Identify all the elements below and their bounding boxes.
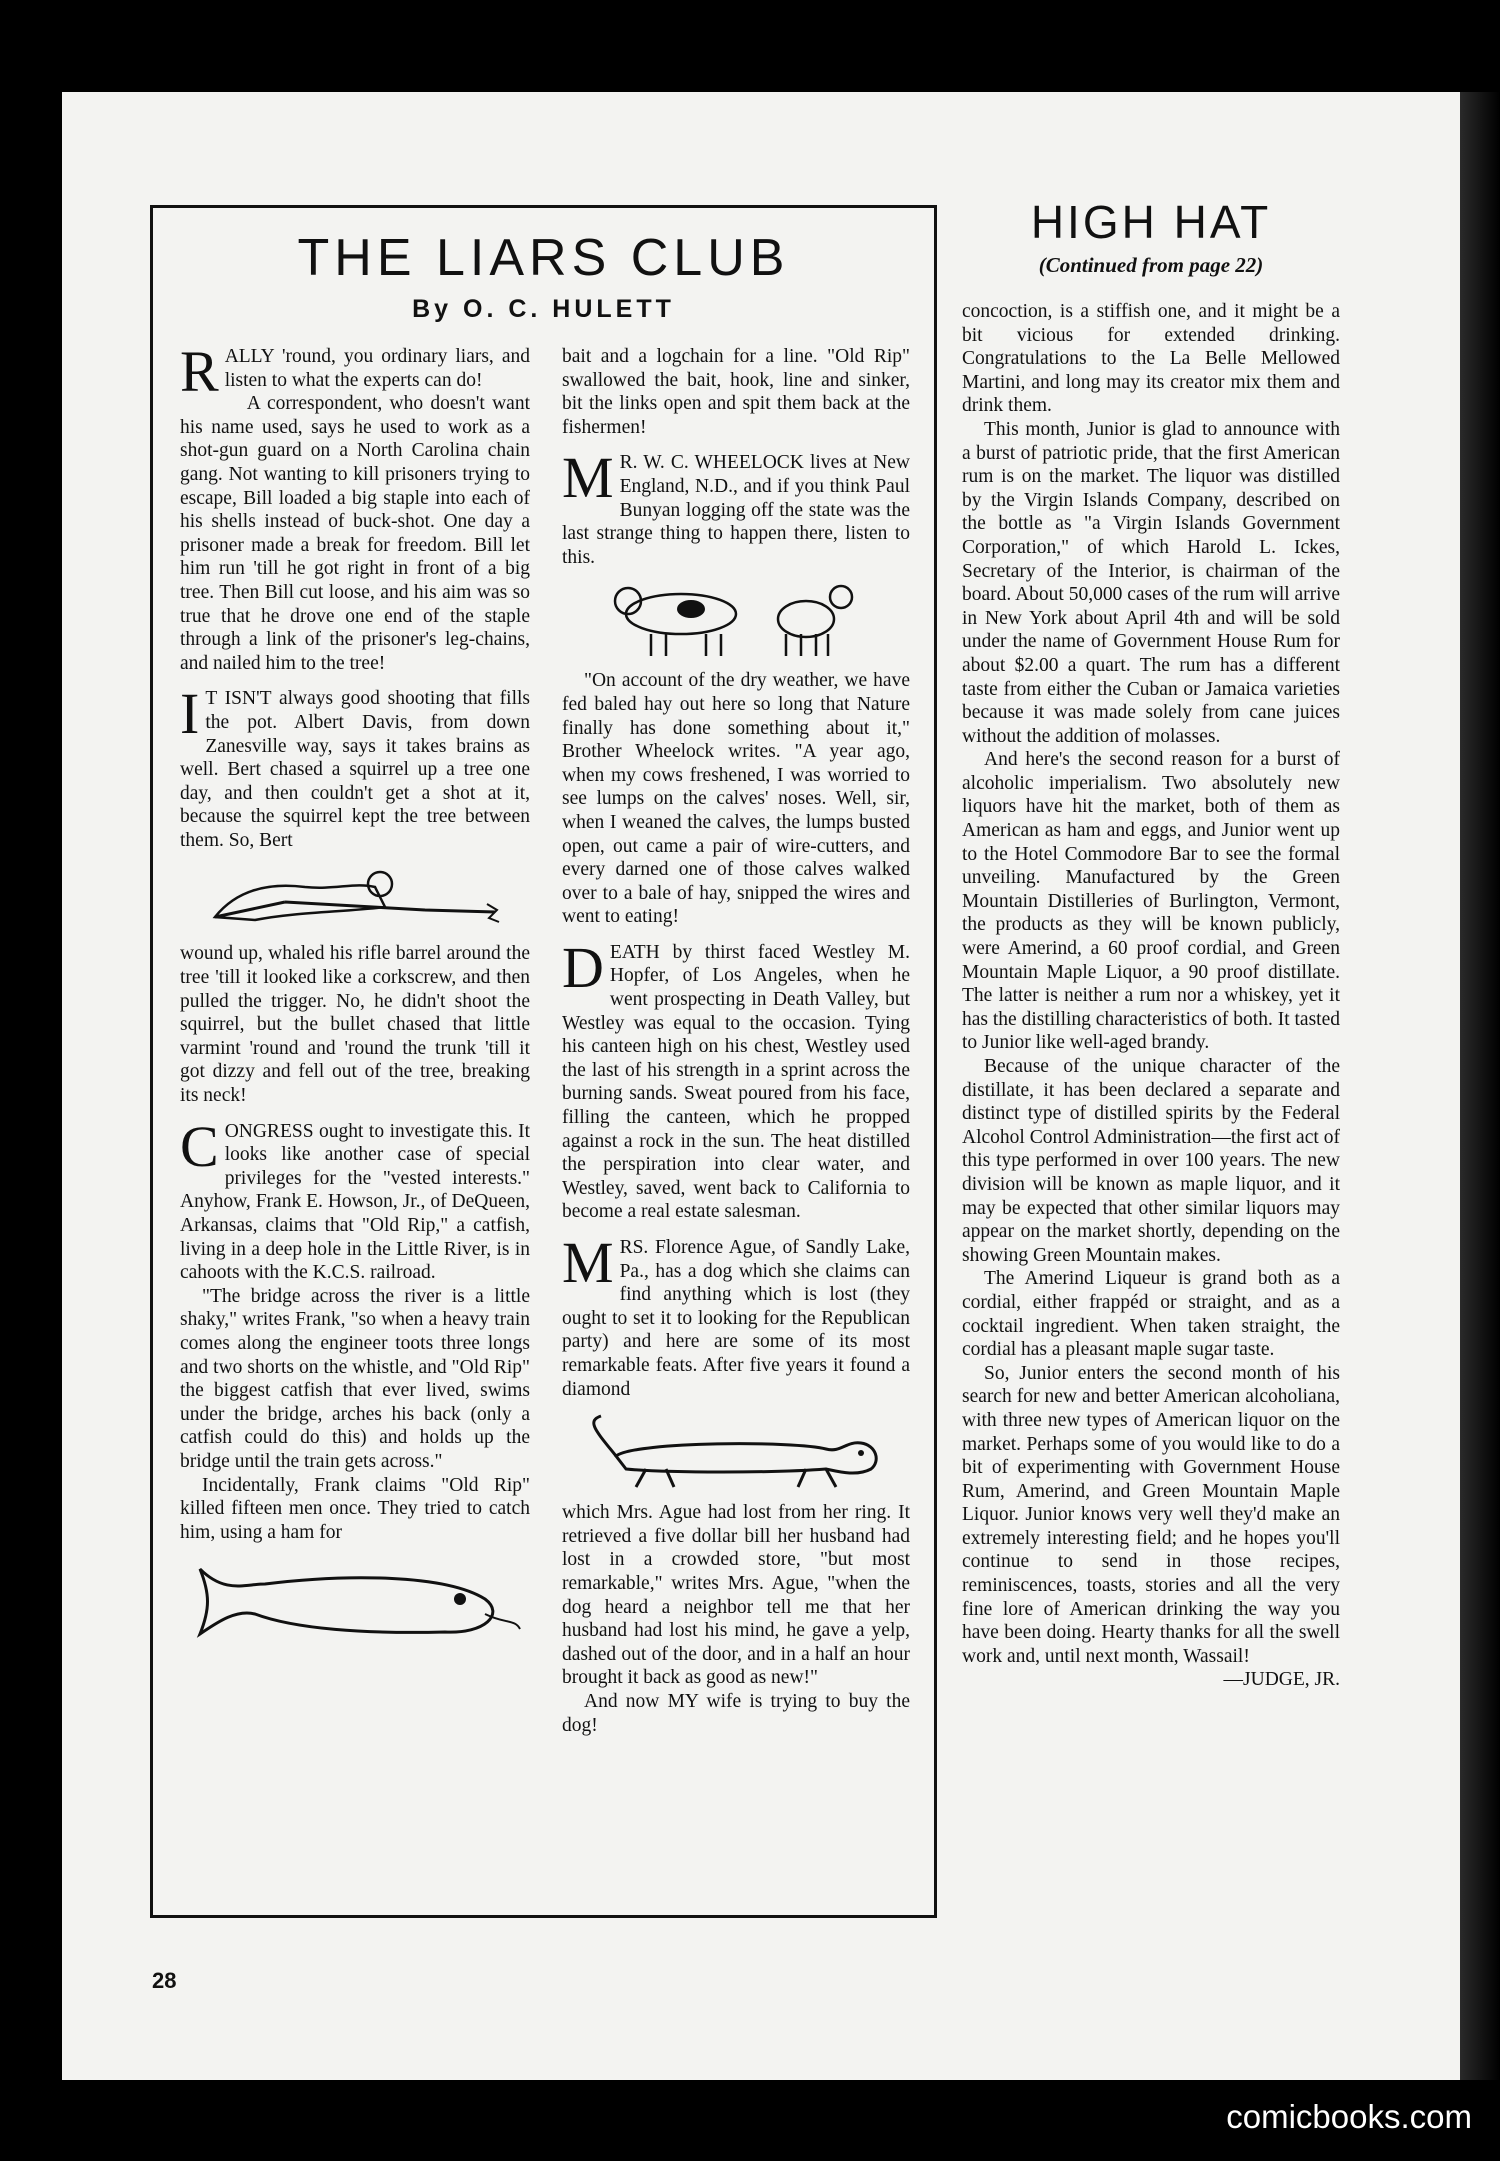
signoff: —JUDGE, JR. — [1223, 1669, 1340, 1691]
paragraph — [562, 669, 910, 929]
paragraph: concoction, is a stiffish one, and it might be a bit vicious for extended drinking. Congratulations to the La Belle Mellowed Martini, and long may its creator mix them and drink them. — [962, 301, 1340, 417]
paragraph-text: A correspondent, who doesn't want his name used, says he used to work as a shot-gun guard on a North Carolina chain gang. Not wanting to kill prisoners trying to escape, Bill loaded a big staple into each of his shells instead of buck-shot. One day a prisoner made a break for freedom. Bill let him run 'till he got right in front of a big tree. Then Bill cut loose, and his aim was so true that he drove one end of the staple through a link of the prisoner's leg-chains, and nailed him to the tree! — [180, 393, 530, 674]
rifle-illustration — [195, 862, 515, 932]
paragraph — [562, 445, 910, 569]
facing-page-edge — [1460, 92, 1500, 2080]
drop-cap: M — [562, 445, 614, 511]
paragraph — [180, 1474, 530, 1545]
paragraph — [180, 681, 530, 852]
paragraph — [562, 1501, 910, 1690]
high-hat-title: HIGH HAT — [1030, 196, 1272, 248]
paragraph — [562, 345, 910, 439]
catfish-illustration — [185, 1554, 525, 1644]
paragraph-text: which Mrs. Ague had lost from her ring. It retrieved a five dollar bill her husband had lost in a crowded store, "but most remarkable," writes Mrs. Ague, "when the dog heard a neighbor tell me that her husband had lost his mind, he gave a yelp, dashed out of the door, and in a half an hour brought it back as good as new!" — [562, 1502, 910, 1689]
paragraph-text: R. W. C. WHEELOCK lives at New England, N.D., and if you think Paul Bunyan logging off the state was the last strange thing to happen there, listen to this. — [562, 452, 910, 568]
paragraph — [562, 934, 910, 1224]
paragraph-text: bait and a logchain for a line. "Old Rip" swallowed the bait, hook, line and sinker, bit the links open and spit them back at the fishermen! — [562, 346, 910, 438]
paragraph-text: ALLY 'round, you ordinary liars, and listen to what the experts can do! — [224, 346, 530, 391]
paragraph: So, Junior enters the second month of his search for new and better American alcoholiana, with three new types of American liquor on the market. Perhaps some of you would like to do a bit of experimenting with Government House Rum, Amerind, and Green Mountain Maple Liquor. Junior knows very well they'd make an extremely interesting field; and he hopes you'll continue to send in those recipes, reminiscences, toasts, stories and all the very fine lore of American drinking the way you have been doing. Hearty thanks for all the swell work and, until next month, Wassail! — [962, 1362, 1340, 1667]
drop-cap: R — [180, 339, 219, 404]
liars-club-byline: By O. C. HULETT — [412, 295, 675, 323]
paragraph-text: "The bridge across the river is a little shaky," writes Frank, "so when a heavy train comes along the engineer toots three longs and two shorts on the whistle, and "Old Rip" the biggest catfish that ever lived, swims under the bridge, arches his back (only a catfish could do this) and holds up the bridge until the train gets across." — [180, 1285, 530, 1472]
paragraph-text: ONGRESS ought to investigate this. It looks like another case of special privileges for the "vested interests." Anyhow, Frank E. Howson, Jr., of DeQueen, Arkansas, claims that "Old Rip," a catfish, living in a deep hole in the Little River, is in cahoots with the K.C.S. railroad. — [180, 1120, 530, 1284]
paragraph: This month, Junior is glad to announce with a burst of patriotic pride, that the first American rum is on the market. The liquor was distilled by the Virgin Islands Company, described on the bottle as "a Virgin Islands Government Corporation," of which Harold L. Ickes, Secretary of the Interior, is chairman of the board. About 50,000 cases of the rum will arrive in New York about April 4th and will be sold under the name of Government House Rum for about $2.00 a quart. The rum has a different taste from either the Cuban or Jamaica varieties because it was made solely from cane juices without the addition of molasses. — [962, 418, 1340, 747]
paragraph-text: Incidentally, Frank claims "Old Rip" killed fifteen men once. They tried to catch him, using a ham for — [180, 1474, 530, 1543]
drop-cap: D — [562, 934, 604, 1000]
paragraph — [180, 942, 530, 1107]
paragraph-text: RS. Florence Ague, of Sandly Lake, Pa., has a dog which she claims can find anything which is lost (they ought to set it to looking for the Republican party) and here are some of its most remarkable feats. After five years it found a diamond — [562, 1237, 910, 1400]
watermark: comicbooks.com — [1226, 2098, 1472, 2135]
liars-club-title: THE LIARS CLUB — [297, 229, 790, 287]
paragraph — [180, 1113, 530, 1285]
liars-club-column-2 — [562, 345, 910, 1737]
paragraph: The Amerind Liqueur is grand both as a cordial, either frappéd or straight, and as a cocktail ingredient. When taken straight, the cordial has a pleasant maple sugar taste. — [962, 1268, 1340, 1361]
page-number: 28 — [152, 1968, 177, 1993]
paragraph: And here's the second reason for a burst of alcoholic imperialism. Two absolutely new liquors have hit the market, both of them as American as ham and eggs, and Junior went up to the Hotel Commodore Bar to see the formal unveiling. Manufactured by the Green Mountain Distilleries of Burlington, Vermont, the products as they will be known publicly, were Amerind, a 60 proof cordial, and Green Mountain Maple Liquor, a 90 proof distillate. The latter is neither a rum nor a whiskey, yet it has the distilling characteristics of both. It tasted to Junior like well-aged brandy. — [962, 749, 1340, 1054]
drop-cap: C — [180, 1113, 219, 1179]
paragraph: Because of the unique character of the distillate, it has been declared a separate and distinct type of distilled spirits by the Federal Alcohol Control Administration—the first act of this type performed in over 100 years. The new division will be known as maple liquor, and it may be expected that other similar liquors may appear on the market shortly, depending on the showing Green Mountain makes. — [962, 1056, 1340, 1266]
paragraph-text: And now MY wife is trying to buy the dog! — [562, 1690, 910, 1736]
paragraph-text: wound up, whaled his rifle barrel around the tree 'till it looked like a corkscrew, and then pulled the trigger. No, he didn't shoot the squirrel, but the bullet chased that little varmint 'round and 'round the trunk 'till it got dizzy and fell out of the tree, breaking its neck! — [180, 943, 530, 1107]
paragraph-text: "On account of the dry weather, we have fed baled hay out here so long that Nature finally has done something about it," Brother Wheelock writes. "A year ago, when my cows freshened, I was worried to see lumps on the calves' noses. Well, sir, when I weaned the calves, the lumps busted open, out came a pair of wire-cutters, and every darned one of those calves walked over to a bale of hay, snipped the wires and went to eating! — [562, 670, 910, 928]
high-hat-continued-note: (Continued from page 22) — [1038, 253, 1264, 277]
drop-cap: M — [562, 1230, 614, 1295]
paragraph-text: T ISN'T always good shooting that fills the pot. Albert Davis, from down Zanesville way, says it takes brains as well. Bert chased a squirrel up a tree one day, and then couldn't get a shot at it, because the squirrel kept the tree between them. So, Bert — [180, 688, 530, 851]
paragraph — [180, 1285, 530, 1474]
drop-cap: I — [180, 681, 200, 747]
high-hat-column — [962, 300, 1340, 1692]
paragraph — [562, 1230, 910, 1401]
calves-illustration — [606, 579, 866, 659]
dog-illustration — [576, 1411, 896, 1491]
paragraph-text: EATH by thirst faced Westley M. Hopfer, of Los Angeles, when he went prospecting in Death Valley, but Westley was equal to the occasion. Tying his canteen high on his chest, Westley used the last of his strength in a sprint across the burning sands. Sweat poured from his face, filling the canteen, which he propped against a rock in the sun. The heat distilled the perspiration into clear water, and Westley, saved, went back to California to become a real estate salesman. — [562, 941, 910, 1223]
liars-club-column-1 — [180, 339, 530, 1654]
paragraph — [180, 392, 530, 675]
paragraph — [180, 339, 530, 404]
paragraph — [562, 1690, 910, 1737]
